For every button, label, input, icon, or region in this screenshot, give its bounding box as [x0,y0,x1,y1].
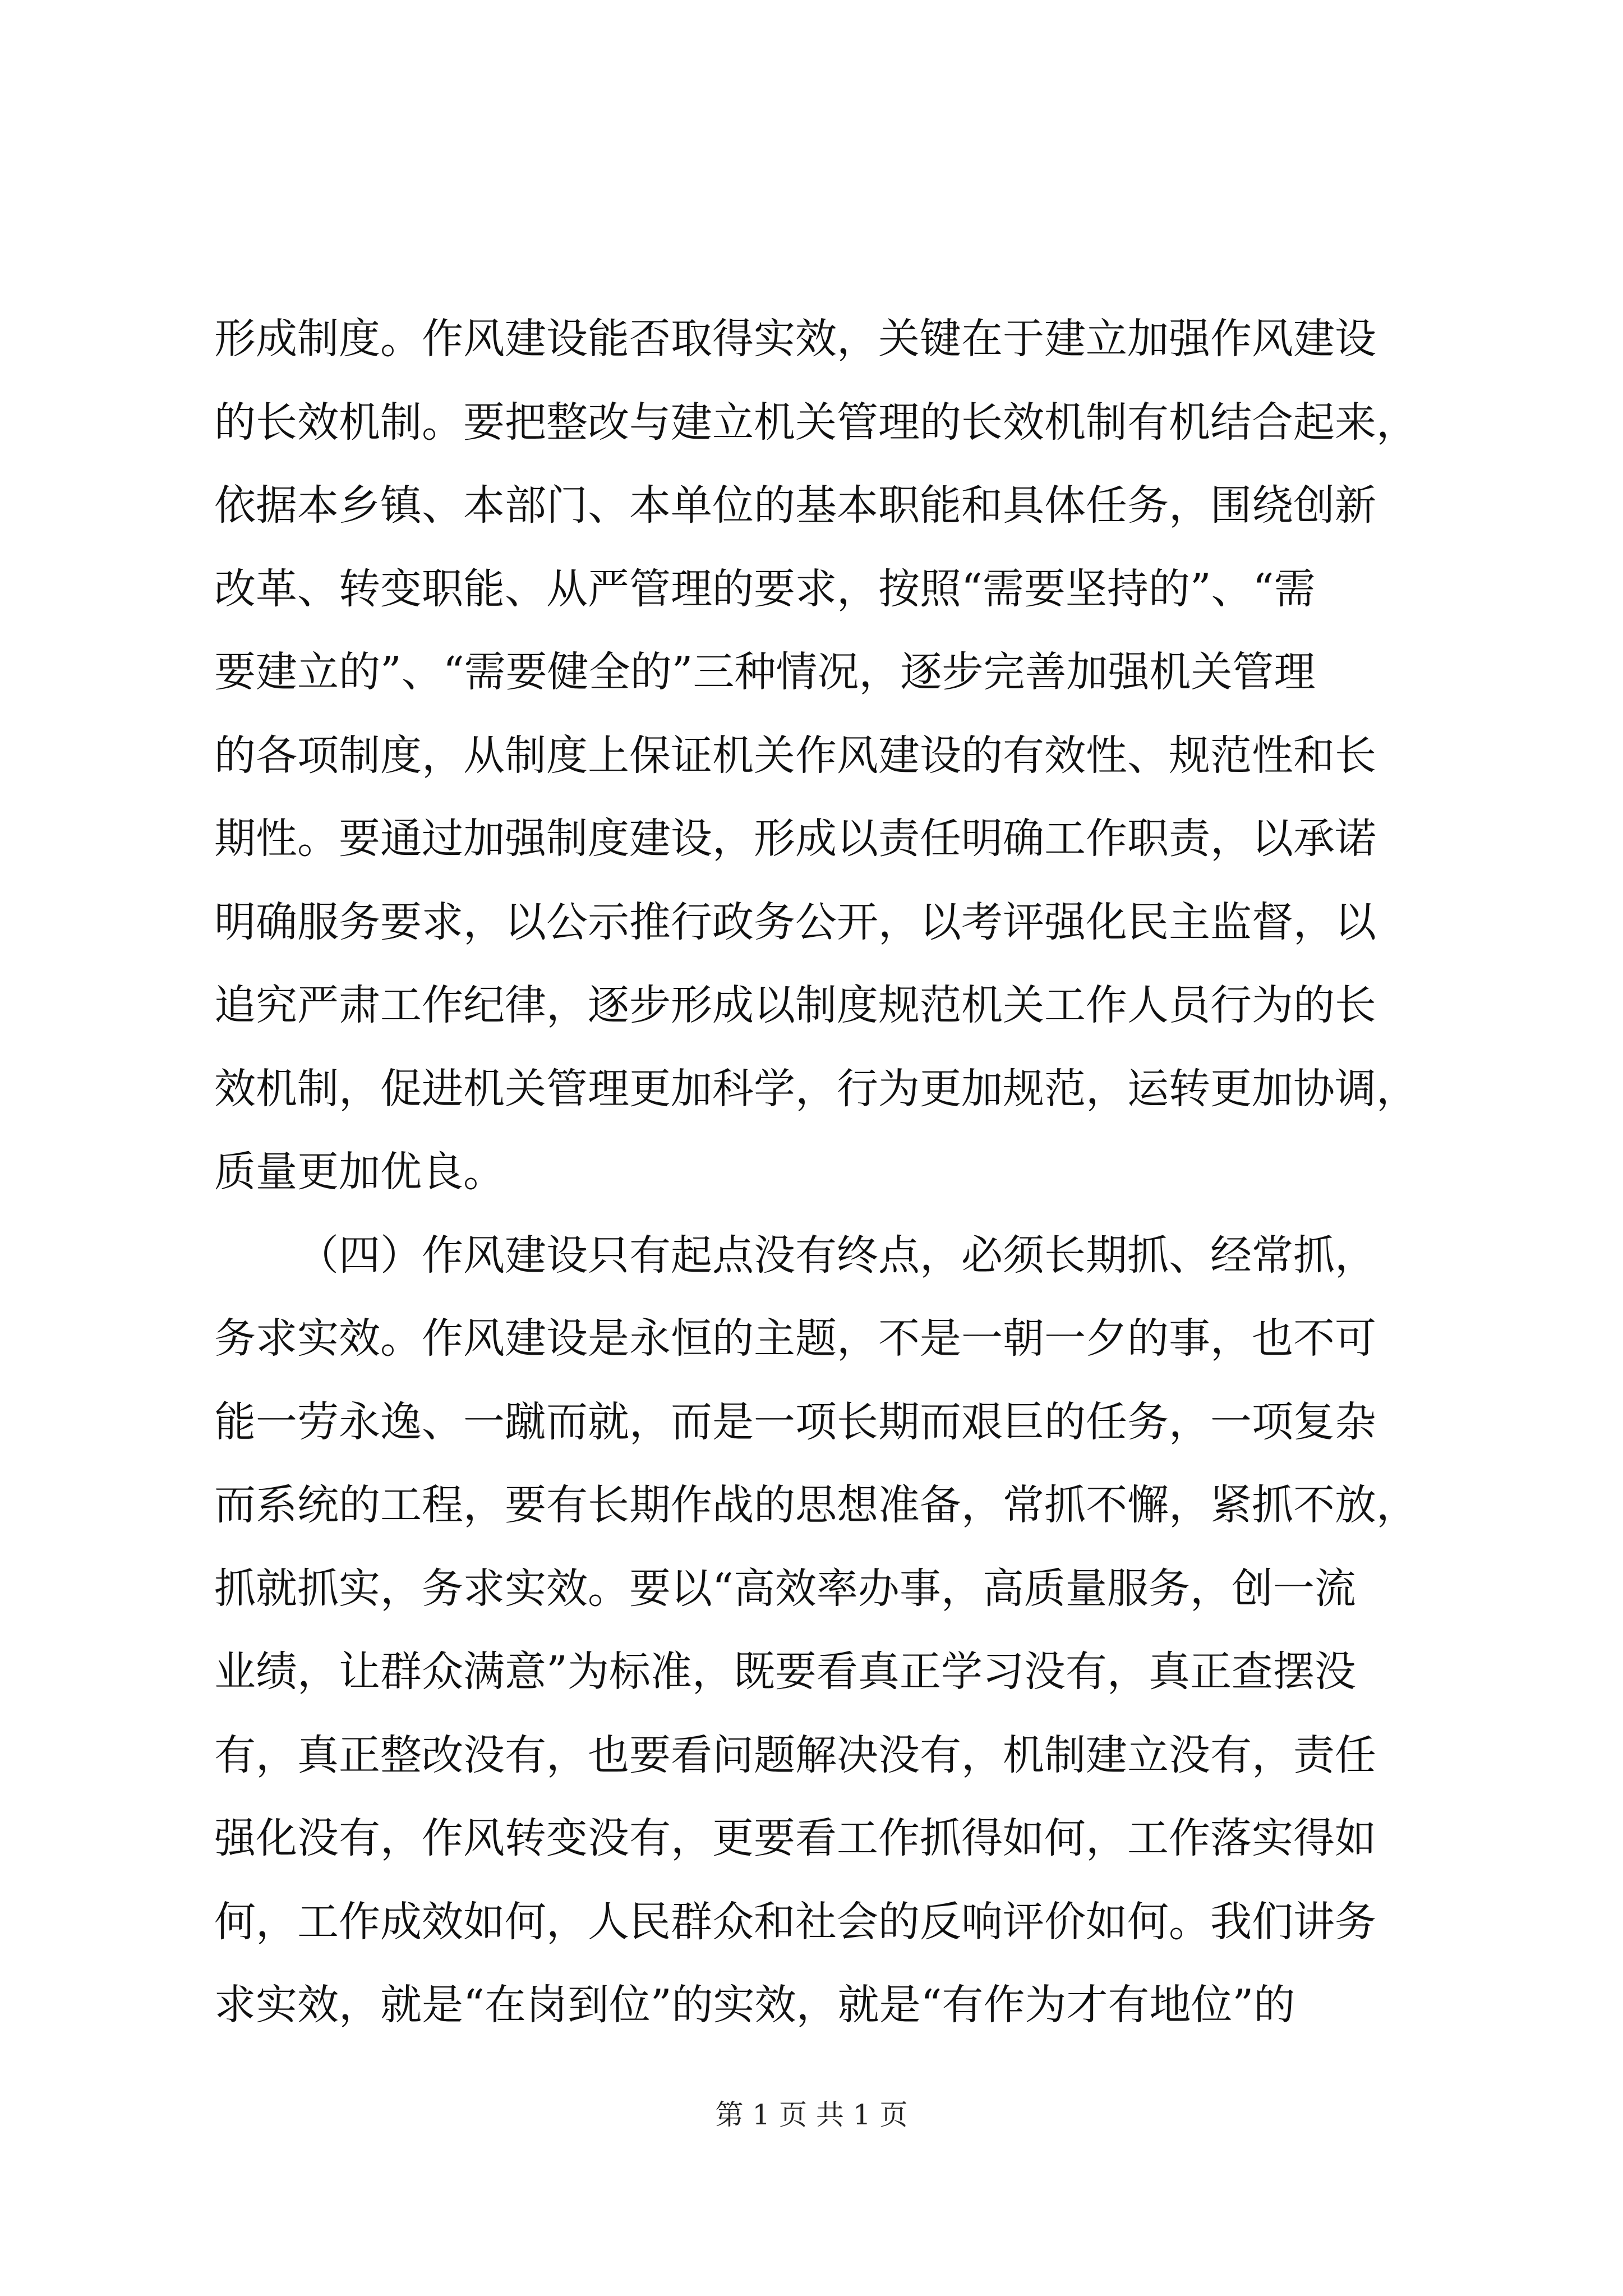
text-line: 抓就抓实，务求实效。要以“高效率办事，高质量服务，创一流 [214,1564,1356,1613]
text-line: 期性。要通过加强制度建设，形成以责任明确工作职责，以承诺 [214,815,1376,863]
text-line: 质量更加优良。 [214,1148,505,1196]
text-line: 形成制度。作风建设能否取得实效，关键在于建立加强作风建设 [214,315,1376,363]
text-line: 的长效机制。要把整改与建立机关管理的长效机制有机结合起来， [214,398,1418,447]
text-line: 强化没有，作风转变没有，更要看工作抓得如何，工作落实得如 [214,1814,1376,1862]
text-line: 何，工作成效如何，人民群众和社会的反响评价如何。我们讲务 [214,1897,1376,1946]
text-line: 效机制，促进机关管理更加科学，行为更加规范，运转更加协调， [214,1064,1418,1113]
text-line: 有，真正整改没有，也要看问题解决没有，机制建立没有，责任 [214,1731,1376,1779]
text-line: 明确服务要求，以公示推行政务公开，以考评强化民主监督，以 [214,898,1376,946]
text-line: 而系统的工程，要有长期作战的思想准备，常抓不懈，紧抓不放， [214,1481,1418,1529]
text-line: 求实效，就是“在岗到位”的实效，就是“有作为才有地位”的 [214,1981,1295,2029]
text-line: 追究严肃工作纪律，逐步形成以制度规范机关工作人员行为的长 [214,981,1376,1029]
text-line: 依据本乡镇、本部门、本单位的基本职能和具体任务，围绕创新 [214,481,1376,530]
text-line: 务求实效。作风建设是永恒的主题，不是一朝一夕的事，也不可 [214,1314,1376,1363]
text-line: 的各项制度，从制度上保证机关作风建设的有效性、规范性和长 [214,731,1376,780]
page-footer: 第 1 页 共 1 页 [715,2099,908,2131]
text-line: 要建立的”、“需要健全的”三种情况，逐步完善加强机关管理 [214,648,1316,696]
body-text [214,297,1476,2047]
text-line: 能一劳永逸、一蹴而就，而是一项长期而艰巨的任务，一项复杂 [214,1397,1376,1446]
text-line: 改革、转变职能、从严管理的要求，按照“需要坚持的”、“需 [214,564,1316,613]
paragraph-heading-line: （四）作风建设只有起点没有终点，必须长期抓、经常抓， [297,1231,1376,1280]
text-line: 业绩，让群众满意”为标准，既要看真正学习没有，真正查摆没 [214,1648,1356,1696]
